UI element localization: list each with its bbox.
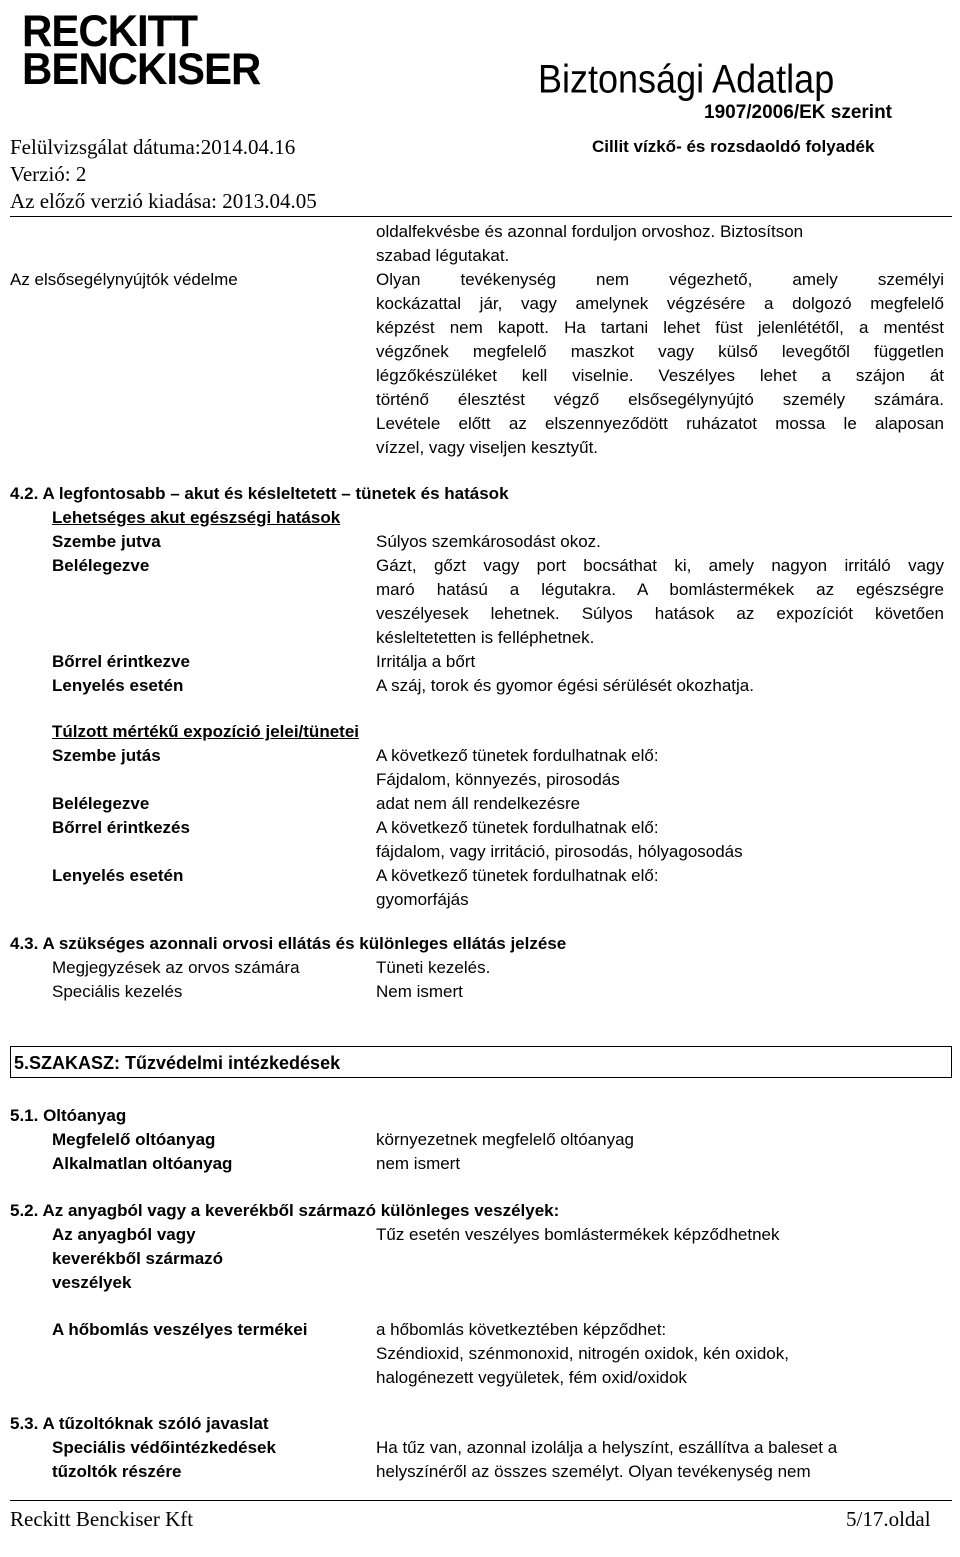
row-value: Ha tűz van, azonnal izolálja a helyszínt, eszállítva a baleset a xyxy=(376,1438,838,1457)
protection-line: kockázattal jár, vagy amelynek végzésére a dolgozó megfelelő xyxy=(376,294,944,313)
row-value: nem ismert xyxy=(376,1154,461,1173)
previous-version: Az előző verzió kiadása: 2013.04.05 xyxy=(10,189,317,213)
protection-line: légzőkészüléket kell viselnie. Veszélyes lehet a szájon át xyxy=(376,366,944,385)
row-label: Megjegyzések az orvos számára xyxy=(52,958,300,977)
product-name: Cillit vízkő- és rozsdaoldó folyadék xyxy=(592,137,875,156)
row-value: maró hatású a légutakra. A bomlástermékek az egészségre xyxy=(376,580,944,599)
row-value: A következő tünetek fordulhatnak elő: xyxy=(376,746,659,765)
row-label: Megfelelő oltóanyag xyxy=(52,1130,216,1149)
revision-date: Felülvizsgálat dátuma:2014.04.16 xyxy=(10,135,296,159)
protection-line: történő élesztést végző elsősegélynyújtó személy számára. xyxy=(376,390,944,409)
row-value: gyomorfájás xyxy=(376,890,469,909)
row-value: a hőbomlás következtében képződhet: xyxy=(376,1320,667,1339)
row-label: tűzoltók részére xyxy=(52,1462,182,1481)
row-value: adat nem áll rendelkezésre xyxy=(376,794,581,813)
logo-reckitt: RECKITT xyxy=(22,6,197,56)
footer-rule xyxy=(10,1500,952,1501)
header-rule xyxy=(10,216,952,217)
protection-line: végzőnek megfelelő maszkot vagy külső levegőtől független xyxy=(376,342,944,361)
row-label: Az anyagból vagy xyxy=(52,1225,196,1244)
row-label: Speciális védőintézkedések xyxy=(52,1438,276,1457)
overexposure-subheading: Túlzott mértékű expozíció jelei/tünetei xyxy=(52,722,359,741)
protection-line: képzést nem kapott. Ha tartani lehet füst jelenlététől, a mentést xyxy=(376,318,944,337)
section-5-1-heading: 5.1. Oltóanyag xyxy=(10,1106,127,1125)
protection-line: Levétele előtt az elszennyeződött ruházatot mossa le alaposan xyxy=(376,414,944,433)
row-label: A hőbomlás veszélyes termékei xyxy=(52,1320,308,1339)
row-value: környezetnek megfelelő oltóanyag xyxy=(376,1130,634,1149)
row-value: fájdalom, vagy irritáció, pirosodás, hólyagosodás xyxy=(376,842,743,861)
section-5-2-heading: 5.2. Az anyagból vagy a keverékből származó különleges veszélyek: xyxy=(10,1201,560,1220)
row-value: helyszínéről az összes személyt. Olyan tevékenység nem xyxy=(376,1462,811,1481)
protection-line: vízzel, vagy viseljen kesztyűt. xyxy=(376,438,599,457)
row-value: Gázt, gőzt vagy port bocsáthat ki, amely nagyon irritáló vagy xyxy=(376,556,944,575)
row-value: Nem ismert xyxy=(376,982,463,1001)
page-title: Biztonsági Adatlap xyxy=(538,56,835,102)
regulation: 1907/2006/EK szerint xyxy=(704,102,893,123)
protection-label: Az elsősegélynyújtók védelme xyxy=(10,270,238,289)
section-5-title: 5.SZAKASZ: Tűzvédelmi intézkedések xyxy=(14,1053,341,1073)
version: Verzió: 2 xyxy=(10,162,87,186)
row-label: Belélegezve xyxy=(52,556,150,575)
row-value: Tüneti kezelés. xyxy=(376,958,491,977)
footer-page-number: 5/17.oldal xyxy=(846,1507,931,1531)
section-4-3-heading: 4.3. A szükséges azonnali orvosi ellátás és különleges ellátás jelzése xyxy=(10,934,567,953)
row-value: Széndioxid, szénmonoxid, nitrogén oxidok, kén oxidok, xyxy=(376,1344,789,1363)
row-label: Bőrrel érintkezés xyxy=(52,818,190,837)
row-label: Szembe jutás xyxy=(52,746,161,765)
row-value: késleltetetten is felléphetnek. xyxy=(376,628,595,647)
row-value: halogénezett vegyületek, fém oxid/oxidok xyxy=(376,1368,687,1387)
row-value: Tűz esetén veszélyes bomlástermékek képződhetnek xyxy=(376,1225,780,1244)
row-value: Irritálja a bőrt xyxy=(376,652,476,671)
row-value: veszélyesek lehetnek. Súlyos hatások az expozíciót követően xyxy=(376,604,944,623)
row-label: veszélyek xyxy=(52,1273,132,1292)
row-label: Speciális kezelés xyxy=(52,982,183,1001)
protection-line: Olyan tevékenység nem végezhető, amely személyi xyxy=(376,270,944,289)
row-label: Belélegezve xyxy=(52,794,150,813)
first-aid-cont-line: oldalfekvésbe és azonnal forduljon orvoshoz. Biztosítson xyxy=(376,222,804,241)
footer-company: Reckitt Benckiser Kft xyxy=(10,1507,194,1531)
acute-effects-subheading: Lehetséges akut egészségi hatások xyxy=(52,508,341,527)
row-value: A száj, torok és gyomor égési sérülését okozhatja. xyxy=(376,676,754,695)
row-label: Szembe jutva xyxy=(52,532,161,551)
row-value: A következő tünetek fordulhatnak elő: xyxy=(376,818,659,837)
logo-benckiser: BENCKISER xyxy=(22,44,261,94)
row-value: Súlyos szemkárosodást okoz. xyxy=(376,532,601,551)
section-4-2-heading: 4.2. A legfontosabb – akut és késleltetett – tünetek és hatások xyxy=(10,484,509,503)
row-label: Lenyelés esetén xyxy=(52,676,184,695)
first-aid-cont-line: szabad légutakat. xyxy=(376,246,510,265)
row-value: Fájdalom, könnyezés, pirosodás xyxy=(376,770,620,789)
section-5-3-heading: 5.3. A tűzoltóknak szóló javaslat xyxy=(10,1414,269,1433)
row-label: Bőrrel érintkezve xyxy=(52,652,190,671)
row-value: A következő tünetek fordulhatnak elő: xyxy=(376,866,659,885)
row-label: keverékből származó xyxy=(52,1249,224,1268)
row-label: Alkalmatlan oltóanyag xyxy=(52,1154,233,1173)
row-label: Lenyelés esetén xyxy=(52,866,184,885)
